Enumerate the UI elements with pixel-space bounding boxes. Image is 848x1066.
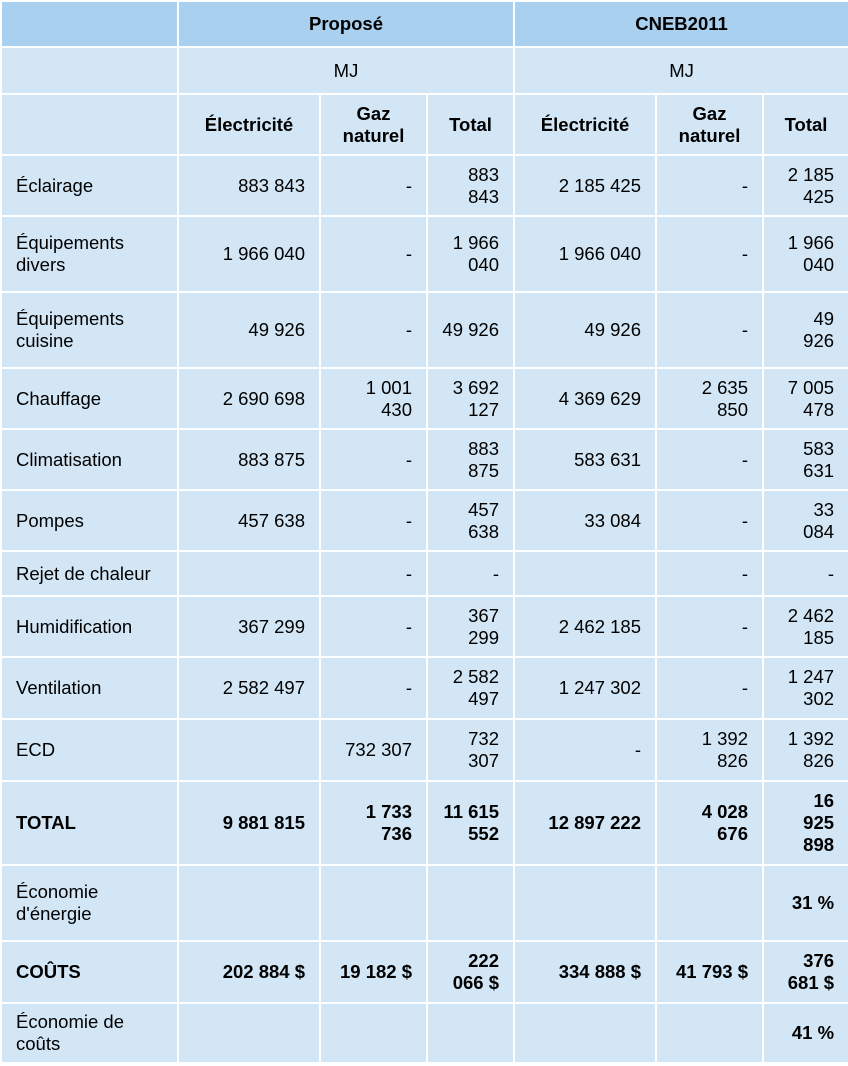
table-cell: 883 875 (427, 429, 514, 490)
table-row (1, 657, 848, 719)
table-cell: 2 185 425 (763, 155, 848, 216)
row-label: Climatisation (1, 429, 178, 490)
table-row (1, 216, 848, 292)
table-cell: 41 793 $ (656, 941, 763, 1003)
table-cell: - (656, 155, 763, 216)
row-label: Pompes (1, 490, 178, 551)
table-cell: - (320, 429, 427, 490)
table-cell: 2 462 185 (514, 596, 656, 657)
table-cell: - (656, 429, 763, 490)
column-header: Total (427, 94, 514, 155)
table-cell: 1 966 040 (178, 216, 320, 292)
table-cell: 732 307 (320, 719, 427, 781)
header-row-groups (1, 1, 848, 47)
table-cell: 457 638 (178, 490, 320, 551)
table-cell (656, 1003, 763, 1063)
table-cell: 4 369 629 (514, 368, 656, 429)
table-cell: 883 875 (178, 429, 320, 490)
table-cell: - (320, 292, 427, 368)
table-row (1, 596, 848, 657)
table-row (1, 292, 848, 368)
table-cell: 583 631 (763, 429, 848, 490)
table-cell: 1 966 040 (763, 216, 848, 292)
table-cell: 1 001 430 (320, 368, 427, 429)
row-label: TOTAL (1, 781, 178, 865)
row-label: COÛTS (1, 941, 178, 1003)
table-cell: 19 182 $ (320, 941, 427, 1003)
table-cell: - (320, 216, 427, 292)
row-label: Humidification (1, 596, 178, 657)
table-cell: 2 635 850 (656, 368, 763, 429)
energy-savings-row (1, 865, 848, 941)
table-cell: 222 066 $ (427, 941, 514, 1003)
group-reference-header: CNEB2011 (514, 1, 848, 47)
table-cell: 31 % (763, 865, 848, 941)
table-cell: 732 307 (427, 719, 514, 781)
row-label: Ventilation (1, 657, 178, 719)
table-cell: 4 028 676 (656, 781, 763, 865)
table-cell: 2 462 185 (763, 596, 848, 657)
table-row (1, 429, 848, 490)
table-cell: 202 884 $ (178, 941, 320, 1003)
column-header: Total (763, 94, 848, 155)
table-cell: - (320, 155, 427, 216)
table-row (1, 490, 848, 551)
table-cell: 2 690 698 (178, 368, 320, 429)
table-cell: 2 582 497 (178, 657, 320, 719)
table-cell: 883 843 (178, 155, 320, 216)
table-cell (427, 865, 514, 941)
costs-row (1, 941, 848, 1003)
table-cell (427, 1003, 514, 1063)
table-row (1, 155, 848, 216)
table-row (1, 368, 848, 429)
total-row (1, 781, 848, 865)
group-proposed-header: Proposé (178, 1, 514, 47)
table-cell: 1 733 736 (320, 781, 427, 865)
table-cell: 1 392 826 (763, 719, 848, 781)
table-cell: 883 843 (427, 155, 514, 216)
cost-savings-row (1, 1003, 848, 1063)
header-corner-columns (1, 94, 178, 155)
table-cell: 3 692 127 (427, 368, 514, 429)
table-cell: 7 005 478 (763, 368, 848, 429)
table-cell: 16 925 898 (763, 781, 848, 865)
table-cell: 376 681 $ (763, 941, 848, 1003)
table-cell: - (320, 490, 427, 551)
table-cell: 1 392 826 (656, 719, 763, 781)
column-header: Gaz naturel (320, 94, 427, 155)
row-label: Économie de coûts (1, 1003, 178, 1063)
row-label: Chauffage (1, 368, 178, 429)
table-cell (514, 551, 656, 596)
table-cell: - (427, 551, 514, 596)
table-cell: 1 247 302 (514, 657, 656, 719)
table-cell: 583 631 (514, 429, 656, 490)
table-cell: 2 185 425 (514, 155, 656, 216)
table-cell (514, 1003, 656, 1063)
table-cell: 41 % (763, 1003, 848, 1063)
table-cell: 1 966 040 (427, 216, 514, 292)
row-label: Rejet de chaleur (1, 551, 178, 596)
table-cell (514, 865, 656, 941)
row-label: Économie d'énergie (1, 865, 178, 941)
table-cell: - (320, 596, 427, 657)
header-corner-units (1, 47, 178, 94)
table-cell: 33 084 (514, 490, 656, 551)
table-cell (320, 865, 427, 941)
unit-proposed: MJ (178, 47, 514, 94)
table-row (1, 551, 848, 596)
table-cell: 457 638 (427, 490, 514, 551)
table-row (1, 719, 848, 781)
header-row-columns (1, 94, 848, 155)
row-label: Équipements cuisine (1, 292, 178, 368)
column-header: Électricité (178, 94, 320, 155)
table-cell: - (656, 490, 763, 551)
table-cell: - (656, 292, 763, 368)
table-cell: 367 299 (178, 596, 320, 657)
row-label: ECD (1, 719, 178, 781)
table-cell: - (763, 551, 848, 596)
table-cell: 2 582 497 (427, 657, 514, 719)
table-cell: 1 966 040 (514, 216, 656, 292)
table-cell: 367 299 (427, 596, 514, 657)
table-cell: 9 881 815 (178, 781, 320, 865)
table-cell: - (656, 657, 763, 719)
table-cell: 11 615 552 (427, 781, 514, 865)
header-row-units (1, 47, 848, 94)
table-cell (320, 1003, 427, 1063)
table-cell: - (320, 657, 427, 719)
table-cell: 49 926 (763, 292, 848, 368)
table-cell: 49 926 (178, 292, 320, 368)
table-cell (178, 1003, 320, 1063)
table-cell: - (656, 216, 763, 292)
column-header: Gaz naturel (656, 94, 763, 155)
table-cell: - (320, 551, 427, 596)
table-cell: 33 084 (763, 490, 848, 551)
table-cell: - (656, 551, 763, 596)
table-cell (178, 719, 320, 781)
table-cell: - (656, 596, 763, 657)
table-cell: 12 897 222 (514, 781, 656, 865)
row-label: Éclairage (1, 155, 178, 216)
column-header: Électricité (514, 94, 656, 155)
table-cell: 334 888 $ (514, 941, 656, 1003)
table-cell: 49 926 (427, 292, 514, 368)
header-corner (1, 1, 178, 47)
table-cell: - (514, 719, 656, 781)
table-cell (178, 865, 320, 941)
row-label: Équipements divers (1, 216, 178, 292)
table-cell (656, 865, 763, 941)
unit-reference: MJ (514, 47, 848, 94)
table-cell (178, 551, 320, 596)
table-cell: 49 926 (514, 292, 656, 368)
table-cell: 1 247 302 (763, 657, 848, 719)
